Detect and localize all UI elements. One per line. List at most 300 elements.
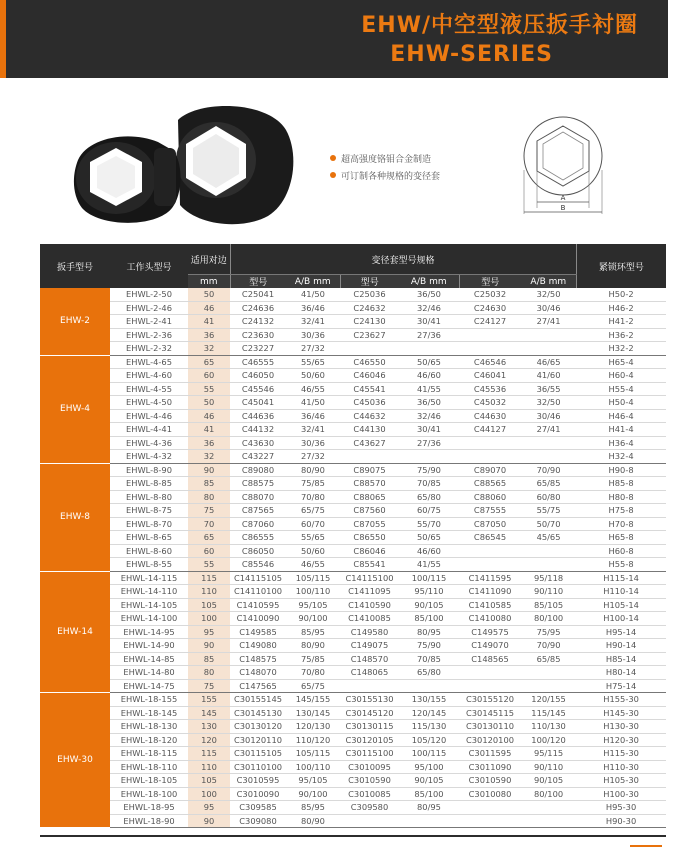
feature-item: 超高强度铬钼合金制造 <box>330 152 440 169</box>
reducer1-model-cell: C86555 <box>230 531 286 545</box>
ring-model-cell: H80-8 <box>576 490 666 504</box>
reducer1-model-cell: C44132 <box>230 423 286 437</box>
reducer3-ab-cell: 80/100 <box>521 787 576 801</box>
reducer2-ab-cell: 85/100 <box>399 787 459 801</box>
reducer3-ab-cell: 50/70 <box>521 517 576 531</box>
ring-model-cell: H60-8 <box>576 544 666 558</box>
corner-accent-mark <box>630 845 662 847</box>
reducer2-ab-cell: 50/65 <box>399 355 459 369</box>
reducer2-model-cell: C1410590 <box>340 598 399 612</box>
table-row <box>40 652 666 666</box>
reducer3-ab-cell <box>521 342 576 356</box>
ring-model-cell: H50-2 <box>576 288 666 301</box>
mm-cell: 115 <box>188 571 230 585</box>
reducer1-model-cell: C43630 <box>230 436 286 450</box>
socket-small-icon <box>74 136 181 222</box>
ring-model-cell: H65-4 <box>576 355 666 369</box>
reducer2-model-cell: C86046 <box>340 544 399 558</box>
header-ab: A/B mm <box>521 275 576 289</box>
head-model-cell: EHWL-18-95 <box>110 801 188 815</box>
ring-model-cell: H105-30 <box>576 774 666 788</box>
reducer2-ab-cell: 100/115 <box>399 747 459 761</box>
reducer2-model-cell: C88065 <box>340 490 399 504</box>
ring-model-cell: H90-14 <box>576 639 666 653</box>
head-model-cell: EHWL-18-100 <box>110 787 188 801</box>
reducer1-model-cell: C85546 <box>230 558 286 572</box>
mm-cell: 115 <box>188 747 230 761</box>
head-model-cell: EHWL-2-32 <box>110 342 188 356</box>
head-model-cell: EHWL-4-60 <box>110 369 188 383</box>
mm-cell: 32 <box>188 450 230 464</box>
table-row <box>40 504 666 518</box>
reducer1-ab-cell: 27/32 <box>286 342 340 356</box>
ring-model-cell: H95-14 <box>576 625 666 639</box>
table-row <box>40 612 666 626</box>
table-row <box>40 369 666 383</box>
table-row <box>40 463 666 477</box>
mm-cell: 110 <box>188 585 230 599</box>
table-row <box>40 706 666 720</box>
head-model-cell: EHWL-18-145 <box>110 706 188 720</box>
reducer3-ab-cell: 46/65 <box>521 355 576 369</box>
table-row <box>40 328 666 342</box>
reducer2-ab-cell: 65/80 <box>399 490 459 504</box>
reducer3-ab-cell: 32/50 <box>521 396 576 410</box>
head-model-cell: EHWL-18-115 <box>110 747 188 761</box>
reducer2-ab-cell <box>399 814 459 828</box>
reducer3-ab-cell: 85/105 <box>521 598 576 612</box>
reducer2-ab-cell: 30/41 <box>399 423 459 437</box>
reducer1-ab-cell: 32/41 <box>286 315 340 329</box>
ring-model-cell: H90-30 <box>576 814 666 828</box>
reducer3-model-cell: C149575 <box>459 625 521 639</box>
hex-dimension-diagram <box>513 110 621 222</box>
ring-model-cell: H46-2 <box>576 301 666 315</box>
mm-cell: 130 <box>188 720 230 734</box>
reducer2-ab-cell: 50/65 <box>399 531 459 545</box>
product-photo <box>68 100 298 230</box>
reducer3-ab-cell: 45/65 <box>521 531 576 545</box>
ring-model-cell: H110-30 <box>576 760 666 774</box>
reducer3-model-cell: C45032 <box>459 396 521 410</box>
reducer2-ab-cell <box>399 342 459 356</box>
header-ab: A/B mm <box>286 275 340 289</box>
mm-cell: 90 <box>188 463 230 477</box>
header-model: 型号 <box>230 275 286 289</box>
reducer3-ab-cell: 70/90 <box>521 463 576 477</box>
head-model-cell: EHWL-8-60 <box>110 544 188 558</box>
reducer3-ab-cell: 36/55 <box>521 382 576 396</box>
mm-cell: 36 <box>188 436 230 450</box>
mm-cell: 110 <box>188 760 230 774</box>
reducer3-ab-cell <box>521 544 576 558</box>
reducer2-model-cell: C88570 <box>340 477 399 491</box>
reducer3-ab-cell <box>521 436 576 450</box>
reducer2-ab-cell: 70/85 <box>399 477 459 491</box>
reducer1-ab-cell: 90/100 <box>286 612 340 626</box>
reducer3-model-cell: C44630 <box>459 409 521 423</box>
mm-cell: 145 <box>188 706 230 720</box>
ring-model-cell: H120-30 <box>576 733 666 747</box>
ring-model-cell: H36-2 <box>576 328 666 342</box>
reducer2-ab-cell: 80/95 <box>399 801 459 815</box>
reducer3-model-cell <box>459 342 521 356</box>
reducer2-ab-cell: 46/60 <box>399 544 459 558</box>
mm-cell: 80 <box>188 666 230 680</box>
table-row <box>40 288 666 301</box>
group-label: EHW-8 <box>40 463 110 571</box>
page-title: EHW/中空型液压扳手衬圈 <box>361 13 638 38</box>
table-row <box>40 436 666 450</box>
head-model-cell: EHWL-8-85 <box>110 477 188 491</box>
reducer2-model-cell: C44632 <box>340 409 399 423</box>
reducer1-model-cell: C23227 <box>230 342 286 356</box>
head-model-cell: EHWL-18-110 <box>110 760 188 774</box>
reducer2-model-cell: C30120105 <box>340 733 399 747</box>
reducer1-ab-cell: 80/90 <box>286 814 340 828</box>
head-model-cell: EHWL-14-80 <box>110 666 188 680</box>
ring-model-cell: H55-8 <box>576 558 666 572</box>
table-row <box>40 355 666 369</box>
reducer2-ab-cell: 90/105 <box>399 598 459 612</box>
table-row <box>40 544 666 558</box>
reducer2-model-cell: C309580 <box>340 801 399 815</box>
reducer3-model-cell: C89070 <box>459 463 521 477</box>
head-model-cell: EHWL-18-155 <box>110 693 188 707</box>
mm-cell: 85 <box>188 477 230 491</box>
header-mm: mm <box>188 275 230 289</box>
reducer3-model-cell <box>459 436 521 450</box>
mm-cell: 155 <box>188 693 230 707</box>
reducer3-ab-cell: 27/41 <box>521 315 576 329</box>
mm-cell: 105 <box>188 774 230 788</box>
table-row <box>40 733 666 747</box>
reducer1-model-cell: C24132 <box>230 315 286 329</box>
reducer1-model-cell: C86050 <box>230 544 286 558</box>
head-model-cell: EHWL-14-95 <box>110 625 188 639</box>
reducer3-ab-cell <box>521 558 576 572</box>
reducer3-ab-cell: 60/80 <box>521 490 576 504</box>
reducer1-ab-cell: 70/80 <box>286 666 340 680</box>
ring-model-cell: H41-4 <box>576 423 666 437</box>
reducer3-ab-cell <box>521 679 576 693</box>
head-model-cell: EHWL-8-90 <box>110 463 188 477</box>
head-model-cell: EHWL-18-90 <box>110 814 188 828</box>
reducer3-model-cell: C3011595 <box>459 747 521 761</box>
reducer3-ab-cell: 110/130 <box>521 720 576 734</box>
header-ring-model: 紧锁环型号 <box>576 244 666 288</box>
ring-model-cell: H105-14 <box>576 598 666 612</box>
head-model-cell: EHWL-2-36 <box>110 328 188 342</box>
reducer2-model-cell: C46046 <box>340 369 399 383</box>
reducer2-model-cell: C149075 <box>340 639 399 653</box>
reducer2-model-cell: C45036 <box>340 396 399 410</box>
reducer1-model-cell: C14110100 <box>230 585 286 599</box>
ring-model-cell: H85-8 <box>576 477 666 491</box>
ring-model-cell: H110-14 <box>576 585 666 599</box>
reducer1-ab-cell: 50/60 <box>286 369 340 383</box>
reducer1-ab-cell: 70/80 <box>286 490 340 504</box>
reducer2-model-cell: C30145120 <box>340 706 399 720</box>
table-row <box>40 774 666 788</box>
reducer3-ab-cell: 95/115 <box>521 747 576 761</box>
reducer2-model-cell: C30155130 <box>340 693 399 707</box>
reducer2-model-cell: C25036 <box>340 288 399 301</box>
header-wrench-model: 扳手型号 <box>40 244 110 288</box>
reducer3-ab-cell <box>521 666 576 680</box>
group-label: EHW-30 <box>40 693 110 828</box>
reducer3-model-cell: C88060 <box>459 490 521 504</box>
head-model-cell: EHWL-4-50 <box>110 396 188 410</box>
reducer1-model-cell: C148575 <box>230 652 286 666</box>
reducer1-model-cell: C30110100 <box>230 760 286 774</box>
reducer1-ab-cell: 95/105 <box>286 774 340 788</box>
header-model: 型号 <box>459 275 521 289</box>
ring-model-cell: H80-14 <box>576 666 666 680</box>
reducer1-model-cell: C89080 <box>230 463 286 477</box>
dimension-a-label: A <box>560 194 566 202</box>
mm-cell: 41 <box>188 315 230 329</box>
reducer3-model-cell: C148565 <box>459 652 521 666</box>
socket-large-icon <box>176 106 293 224</box>
reducer2-model-cell: C1411095 <box>340 585 399 599</box>
reducer2-ab-cell <box>399 679 459 693</box>
mm-cell: 90 <box>188 814 230 828</box>
reducer1-model-cell: C1410595 <box>230 598 286 612</box>
reducer1-ab-cell: 80/90 <box>286 463 340 477</box>
head-model-cell: EHWL-18-105 <box>110 774 188 788</box>
reducer2-ab-cell: 36/50 <box>399 396 459 410</box>
reducer2-model-cell: C87560 <box>340 504 399 518</box>
reducer1-ab-cell: 145/155 <box>286 693 340 707</box>
reducer1-model-cell: C1410090 <box>230 612 286 626</box>
bullet-dot-icon <box>330 155 336 161</box>
mm-cell: 80 <box>188 490 230 504</box>
ring-model-cell: H145-30 <box>576 706 666 720</box>
reducer1-ab-cell: 46/55 <box>286 382 340 396</box>
reducer1-model-cell: C43227 <box>230 450 286 464</box>
table-row <box>40 760 666 774</box>
reducer2-model-cell: C3010085 <box>340 787 399 801</box>
ring-model-cell: H100-14 <box>576 612 666 626</box>
table-row <box>40 679 666 693</box>
reducer1-ab-cell: 100/110 <box>286 585 340 599</box>
table-row <box>40 477 666 491</box>
reducer3-ab-cell: 115/145 <box>521 706 576 720</box>
reducer1-model-cell: C24636 <box>230 301 286 315</box>
reducer1-ab-cell: 120/130 <box>286 720 340 734</box>
reducer3-ab-cell: 65/85 <box>521 477 576 491</box>
reducer2-model-cell: C3010590 <box>340 774 399 788</box>
reducer1-ab-cell: 30/36 <box>286 328 340 342</box>
ring-model-cell: H60-4 <box>576 369 666 383</box>
head-model-cell: EHWL-18-120 <box>110 733 188 747</box>
reducer3-model-cell <box>459 544 521 558</box>
header-applicable: 适用对边 <box>188 244 230 275</box>
reducer2-ab-cell: 60/75 <box>399 504 459 518</box>
reducer3-model-cell <box>459 450 521 464</box>
reducer1-ab-cell: 30/36 <box>286 436 340 450</box>
feature-item: 可订制各种规格的变径套 <box>330 169 440 186</box>
reducer3-model-cell: C87555 <box>459 504 521 518</box>
group-label: EHW-4 <box>40 355 110 463</box>
mm-cell: 65 <box>188 531 230 545</box>
reducer2-model-cell: C14115100 <box>340 571 399 585</box>
reducer3-model-cell: C25032 <box>459 288 521 301</box>
reducer1-model-cell: C23630 <box>230 328 286 342</box>
group-label: EHW-2 <box>40 288 110 355</box>
mm-cell: 41 <box>188 423 230 437</box>
head-model-cell: EHWL-4-36 <box>110 436 188 450</box>
ring-model-cell: H41-2 <box>576 315 666 329</box>
table-row <box>40 801 666 815</box>
mm-cell: 55 <box>188 382 230 396</box>
reducer3-ab-cell <box>521 814 576 828</box>
reducer1-ab-cell: 110/120 <box>286 733 340 747</box>
reducer1-model-cell: C30145130 <box>230 706 286 720</box>
reducer1-ab-cell: 85/95 <box>286 801 340 815</box>
table-row <box>40 571 666 585</box>
reducer1-ab-cell: 100/110 <box>286 760 340 774</box>
mm-cell: 32 <box>188 342 230 356</box>
head-model-cell: EHWL-14-110 <box>110 585 188 599</box>
reducer2-model-cell <box>340 814 399 828</box>
table-bottom-rule <box>40 835 666 837</box>
reducer2-model-cell: C3010095 <box>340 760 399 774</box>
table-row <box>40 382 666 396</box>
reducer3-model-cell: C30145115 <box>459 706 521 720</box>
reducer2-model-cell: C30130115 <box>340 720 399 734</box>
reducer3-model-cell: C3010080 <box>459 787 521 801</box>
reducer2-model-cell: C44130 <box>340 423 399 437</box>
reducer3-model-cell: C3011090 <box>459 760 521 774</box>
table-row <box>40 423 666 437</box>
reducer3-ab-cell: 55/75 <box>521 504 576 518</box>
reducer2-ab-cell: 75/90 <box>399 463 459 477</box>
reducer3-model-cell: C46546 <box>459 355 521 369</box>
reducer1-model-cell: C14115105 <box>230 571 286 585</box>
reducer1-ab-cell: 105/115 <box>286 747 340 761</box>
reducer1-model-cell: C30155145 <box>230 693 286 707</box>
ring-model-cell: H70-8 <box>576 517 666 531</box>
reducer2-model-cell: C24130 <box>340 315 399 329</box>
reducer3-model-cell <box>459 558 521 572</box>
table-row <box>40 585 666 599</box>
reducer1-ab-cell: 95/105 <box>286 598 340 612</box>
reducer3-model-cell: C1411090 <box>459 585 521 599</box>
bullet-dot-icon <box>330 172 336 178</box>
reducer2-ab-cell: 32/46 <box>399 409 459 423</box>
reducer2-model-cell: C148065 <box>340 666 399 680</box>
head-model-cell: EHWL-14-75 <box>110 679 188 693</box>
mm-cell: 105 <box>188 598 230 612</box>
reducer1-ab-cell: 32/41 <box>286 423 340 437</box>
page-subtitle: EHW-SERIES <box>390 42 553 67</box>
reducer1-model-cell: C30130120 <box>230 720 286 734</box>
reducer2-ab-cell: 41/55 <box>399 558 459 572</box>
reducer2-model-cell: C24632 <box>340 301 399 315</box>
ring-model-cell: H32-2 <box>576 342 666 356</box>
group-label: EHW-14 <box>40 571 110 693</box>
reducer3-model-cell <box>459 814 521 828</box>
reducer1-model-cell: C30120110 <box>230 733 286 747</box>
reducer1-ab-cell: 65/75 <box>286 504 340 518</box>
table-row <box>40 315 666 329</box>
table-row <box>40 450 666 464</box>
reducer3-model-cell: C30130110 <box>459 720 521 734</box>
reducer3-model-cell: C86545 <box>459 531 521 545</box>
mm-cell: 65 <box>188 355 230 369</box>
reducer1-model-cell: C44636 <box>230 409 286 423</box>
table-row <box>40 342 666 356</box>
reducer2-model-cell: C45541 <box>340 382 399 396</box>
ring-model-cell: H115-30 <box>576 747 666 761</box>
ring-model-cell: H75-8 <box>576 504 666 518</box>
reducer2-model-cell: C148570 <box>340 652 399 666</box>
table-row <box>40 517 666 531</box>
reducer1-ab-cell: 105/115 <box>286 571 340 585</box>
table-row <box>40 747 666 761</box>
head-model-cell: EHWL-14-100 <box>110 612 188 626</box>
ring-model-cell: H85-14 <box>576 652 666 666</box>
table-row <box>40 490 666 504</box>
table-row <box>40 666 666 680</box>
header-ab: A/B mm <box>399 275 459 289</box>
head-model-cell: EHWL-8-70 <box>110 517 188 531</box>
reducer2-ab-cell: 95/100 <box>399 760 459 774</box>
table-row <box>40 558 666 572</box>
head-model-cell: EHWL-4-55 <box>110 382 188 396</box>
mm-cell: 60 <box>188 369 230 383</box>
mm-cell: 36 <box>188 328 230 342</box>
reducer1-ab-cell: 75/85 <box>286 652 340 666</box>
mm-cell: 95 <box>188 801 230 815</box>
reducer3-model-cell <box>459 679 521 693</box>
header-accent-bar <box>0 0 6 78</box>
reducer1-model-cell: C87565 <box>230 504 286 518</box>
mm-cell: 46 <box>188 409 230 423</box>
reducer1-ab-cell: 55/65 <box>286 355 340 369</box>
reducer2-model-cell: C46550 <box>340 355 399 369</box>
mm-cell: 75 <box>188 504 230 518</box>
reducer3-ab-cell: 95/118 <box>521 571 576 585</box>
ring-model-cell: H115-14 <box>576 571 666 585</box>
reducer1-ab-cell: 50/60 <box>286 544 340 558</box>
reducer1-model-cell: C309080 <box>230 814 286 828</box>
table-row <box>40 409 666 423</box>
reducer2-ab-cell: 32/46 <box>399 301 459 315</box>
reducer3-ab-cell <box>521 450 576 464</box>
head-model-cell: EHWL-8-65 <box>110 531 188 545</box>
reducer3-ab-cell: 27/41 <box>521 423 576 437</box>
mm-cell: 50 <box>188 288 230 301</box>
reducer3-ab-cell: 70/90 <box>521 639 576 653</box>
head-model-cell: EHWL-14-105 <box>110 598 188 612</box>
table-row <box>40 531 666 545</box>
reducer3-ab-cell: 30/46 <box>521 301 576 315</box>
ring-model-cell: H75-14 <box>576 679 666 693</box>
reducer2-ab-cell: 27/36 <box>399 328 459 342</box>
reducer2-model-cell: C87055 <box>340 517 399 531</box>
ring-model-cell: H36-4 <box>576 436 666 450</box>
head-model-cell: EHWL-14-115 <box>110 571 188 585</box>
reducer2-ab-cell: 75/90 <box>399 639 459 653</box>
reducer3-model-cell <box>459 328 521 342</box>
mm-cell: 70 <box>188 517 230 531</box>
mm-cell: 100 <box>188 612 230 626</box>
reducer3-ab-cell: 90/105 <box>521 774 576 788</box>
reducer2-model-cell: C43627 <box>340 436 399 450</box>
